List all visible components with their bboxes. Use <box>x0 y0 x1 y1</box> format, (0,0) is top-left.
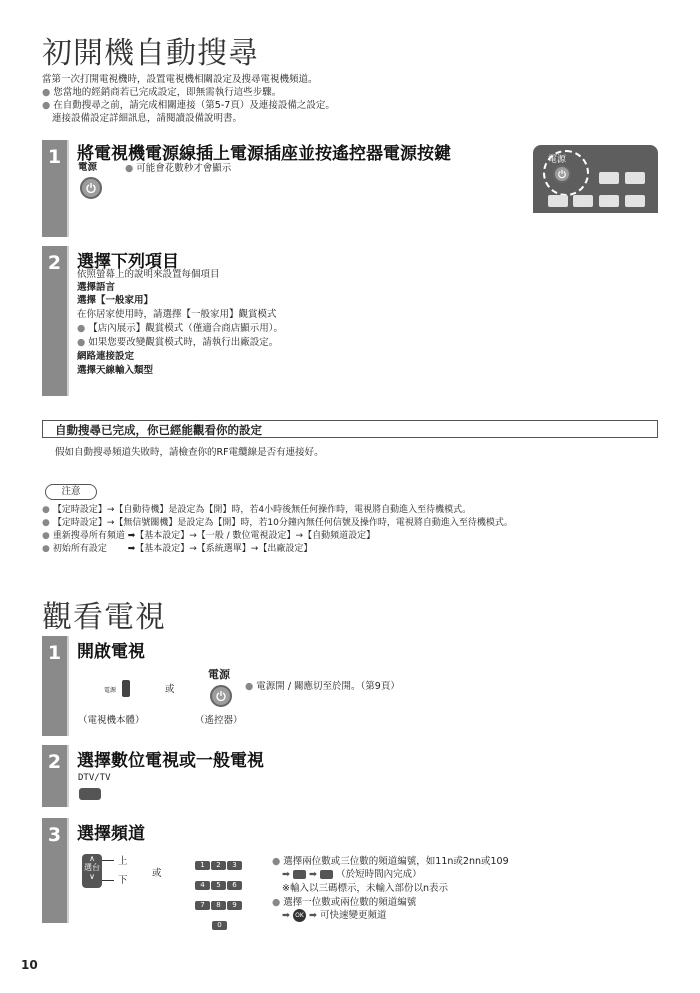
power-label: 電源 <box>78 162 98 173</box>
remote-illustration <box>533 145 658 213</box>
step-2-bar: 2 <box>42 745 67 807</box>
step-3-bar: 3 <box>42 818 67 923</box>
step-divider <box>67 636 69 736</box>
remote-power-button[interactable] <box>210 685 232 711</box>
remote-key <box>548 195 568 207</box>
step-2-line: 網路連接設定 <box>77 351 135 362</box>
step-1-title: 開啟電視 <box>77 642 145 662</box>
key-9[interactable]: 9 <box>227 901 242 910</box>
arrow-icon: ➡ <box>282 910 290 921</box>
channel-note: ※輸入以三碼標示，未輸入部份以n表示 <box>282 883 448 894</box>
channel-note: ➡ OK ➡ 可快速變更頻道 <box>282 910 387 921</box>
leader-line <box>102 880 114 881</box>
power-icon <box>85 182 97 194</box>
channel-note: ● 選擇一位數或兩位數的頻道編號 <box>272 897 417 908</box>
number-keypad[interactable] <box>195 852 251 932</box>
chevron-up-icon: ∧ <box>89 854 95 863</box>
remote-key <box>599 195 619 207</box>
intro-bullet: ● 在自動搜尋之前，請完成相關連接（第5-7頁）及連接設備之設定。 <box>42 100 335 111</box>
complete-note: 假如自動搜尋頻道失敗時，請檢查你的RF電纜線是否有連接好。 <box>55 447 324 458</box>
power-label: 電源 <box>208 668 230 681</box>
intro-subline: 連接設備設定詳細訊息，請閱讀設備說明書。 <box>52 113 243 124</box>
remote-key <box>599 172 619 184</box>
step-divider <box>67 818 69 923</box>
step-1-note: ● 可能會花數秒才會顯示 <box>125 163 232 174</box>
dtv-tv-button[interactable] <box>79 788 101 800</box>
dtv-tv-label: DTV/TV <box>78 773 111 783</box>
power-note: ● 電源開 / 關應切至於開。（第9頁） <box>245 681 400 692</box>
up-label: 上 <box>118 856 128 867</box>
note-label: 注意 <box>45 484 97 500</box>
power-icon <box>215 690 227 702</box>
caption-remote: （遙控器） <box>195 715 243 726</box>
down-label: 下 <box>118 875 128 886</box>
ok-button-icon: OK <box>293 909 306 922</box>
tv-power-label: 電源 <box>104 687 117 694</box>
chevron-down-icon: ∨ <box>89 872 95 881</box>
key-5[interactable]: 5 <box>211 881 226 890</box>
key-4[interactable]: 4 <box>195 881 210 890</box>
key-8[interactable]: 8 <box>211 901 226 910</box>
step-2-line: ● 如果您要改變觀賞模式時，請執行出廠設定。 <box>77 337 279 348</box>
channel-key-label: 選台 <box>84 863 100 872</box>
remote-power-button <box>553 165 571 187</box>
caption-tv: （電視機本體） <box>78 715 145 726</box>
remote-key <box>573 195 593 207</box>
step-2-line: ● 【店內展示】觀賞模式（僅適合商店顯示用）。 <box>77 323 284 334</box>
step-1-bar: 1 <box>42 636 67 736</box>
key-2[interactable]: 2 <box>211 861 226 870</box>
step-1-bar: 1 <box>42 140 67 237</box>
channel-note: ➡ ➡ （於短時間內完成） <box>282 869 422 880</box>
step-2-line: 選擇【一般家用】 <box>77 295 154 306</box>
note-item: ● 重新搜尋所有頻道 ➡【基本設定】→【一般 / 數位電視設定】→【自動頻道設定】 <box>42 531 376 541</box>
note-item: ● 【定時設定】→【自動待機】是設定為【開】時，若4小時後無任何操作時，電視將自動進入至待機模式。 <box>42 505 472 515</box>
arrow-icon: ➡ <box>309 869 317 880</box>
complete-box <box>42 420 658 438</box>
channel-button[interactable] <box>82 854 102 888</box>
step-2-line: 選擇天線輸入類型 <box>77 365 154 376</box>
leader-line <box>102 860 114 861</box>
note-item: ● 初始所有設定 ➡【基本設定】→【系統選單】→【出廠設定】 <box>42 544 313 554</box>
complete-text: 自動搜尋已完成，你已經能觀看你的設定 <box>55 423 262 437</box>
step-divider <box>67 140 69 237</box>
step-2-title: 選擇下列項目 <box>77 252 179 272</box>
section-title-first-setup: 初開機自動搜尋 <box>42 36 259 71</box>
arrow-icon: ➡ <box>282 869 290 880</box>
key-1[interactable]: 1 <box>195 861 210 870</box>
key-7[interactable]: 7 <box>195 901 210 910</box>
intro-text: 當第一次打開電視機時，設置電視機相關設定及搜尋電視機頻道。 <box>42 74 318 85</box>
digit-key-icon <box>320 870 333 879</box>
step-2-bar: 2 <box>42 246 67 396</box>
step-2-line: 依照螢幕上的說明來設置每個項目 <box>77 269 220 280</box>
intro-bullet: ● 您當地的經銷商若已完成設定，即無需執行這些步驟。 <box>42 87 282 98</box>
or-label: 或 <box>152 868 162 879</box>
channel-note: ● 選擇兩位數或三位數的頻道編號，如11n或2nn或109 <box>272 856 509 867</box>
section-title-watch-tv: 觀看電視 <box>42 600 166 635</box>
step-2-line: 在你居家使用時，請選擇【一般家用】觀賞模式 <box>77 309 277 320</box>
page-number: 10 <box>21 958 38 972</box>
arrow-icon: ➡ <box>309 910 317 921</box>
power-button[interactable] <box>80 177 102 203</box>
power-icon <box>557 169 567 179</box>
key-6[interactable]: 6 <box>227 881 242 890</box>
remote-power-label: 電源 <box>548 155 567 165</box>
digit-key-icon <box>293 870 306 879</box>
step-3-title: 選擇頻道 <box>77 824 145 844</box>
step-1-title: 將電視機電源線插上電源插座並按遙控器電源按鍵 <box>77 144 451 164</box>
key-0[interactable]: 0 <box>212 921 227 930</box>
remote-key <box>625 172 645 184</box>
remote-key <box>625 195 645 207</box>
key-3[interactable]: 3 <box>227 861 242 870</box>
step-2-line: 選擇語言 <box>77 282 116 293</box>
or-label: 或 <box>165 684 175 695</box>
tv-power-button[interactable] <box>122 680 130 697</box>
step-divider <box>67 745 69 807</box>
step-2-title: 選擇數位電視或一般電視 <box>77 751 264 771</box>
note-item: ● 【定時設定】→【無信號關機】是設定為【開】時，若10分鐘內無任何信號及操作時，電視將自動進入至待機模式。 <box>42 518 513 528</box>
step-divider <box>67 246 69 396</box>
